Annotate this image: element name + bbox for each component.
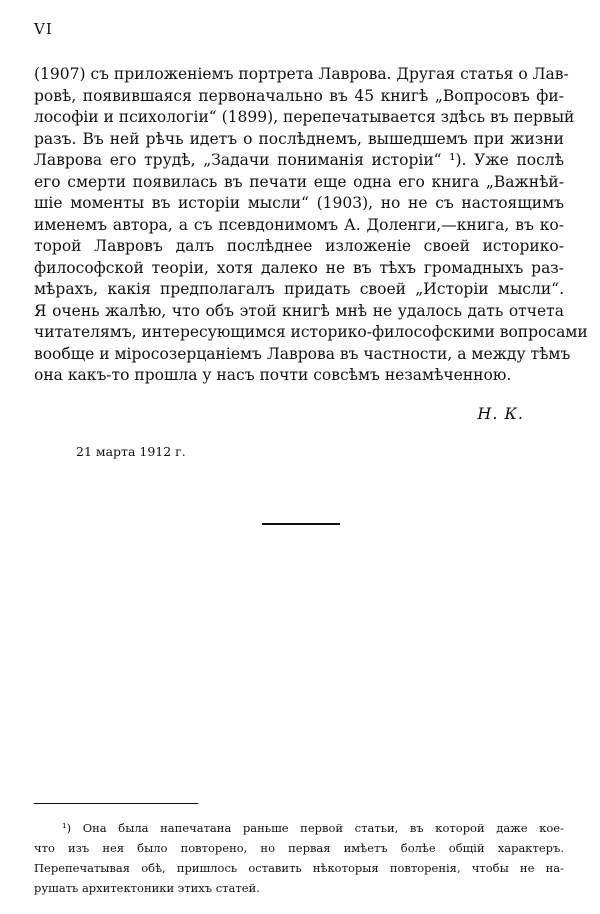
body-line: Я очень жалѣю, что объ этой книгѣ мнѣ не удалось дать отчета [34,301,564,320]
body-text [34,64,588,387]
body-line: Лаврова его трудѣ, „Задачи пониманія исторіи“ ¹). Уже послѣ [34,151,564,169]
footnote-line: что изъ нея было повторено, но первая имѣетъ болѣе общій характеръ. [34,841,564,855]
body-line: читателямъ, интересующимся историко-философскими вопросами [34,323,588,341]
footnote-line: ¹) Она была напечатана раньше первой статьи, въ которой даже кое- [62,821,564,835]
body-line: философской теоріи, хотя далеко не въ тѣхъ громадныхъ раз- [34,258,564,277]
body-line: ровѣ, появившаяся первоначально въ 45 книгѣ „Вопросовъ фи- [34,86,564,105]
body-line: лософіи и психологіи“ (1899), перепечатывается здѣсь въ первый [34,108,575,126]
body-line: мѣрахъ, какія предполагалъ придать своей „Исторіи мысли“. [34,280,564,298]
body-line: именемъ автора, а съ псевдонимомъ А. Доленги,—книга, въ ко- [34,215,564,234]
section-divider [262,523,340,525]
body-line: (1907) съ приложеніемъ портрета Лаврова. Другая статья о Лав- [34,65,569,83]
body-line: шіе моменты въ исторіи мысли“ (1903), но не съ настоящимъ [34,194,564,212]
body-line: разъ. Въ ней рѣчь идетъ о послѣднемъ, вышедшемъ при жизни [34,129,564,148]
signature: Н. К. [477,404,524,423]
footnotes [34,818,564,898]
body-line: она какъ-то прошла у насъ почти совсѣмъ незамѣченною. [34,366,512,384]
footnote-line: рушать архитектоники этихъ статей. [34,881,260,895]
page-number: VI [34,20,53,38]
date: 21 марта 1912 г. [76,444,186,459]
body-line: его смерти появилась въ печати еще одна его книга „Важнѣй- [34,172,564,191]
footnote-line: Перепечатывая обѣ, пришлось оставить нѣкоторыя повторенія, чтобы не на- [34,861,564,875]
footnote-rule [34,803,198,804]
body-line: вообще и міросозерцаніемъ Лаврова въ частности, а между тѣмъ [34,344,571,363]
body-line: торой Лавровъ далъ послѣднее изложеніе своей историко- [34,237,564,255]
